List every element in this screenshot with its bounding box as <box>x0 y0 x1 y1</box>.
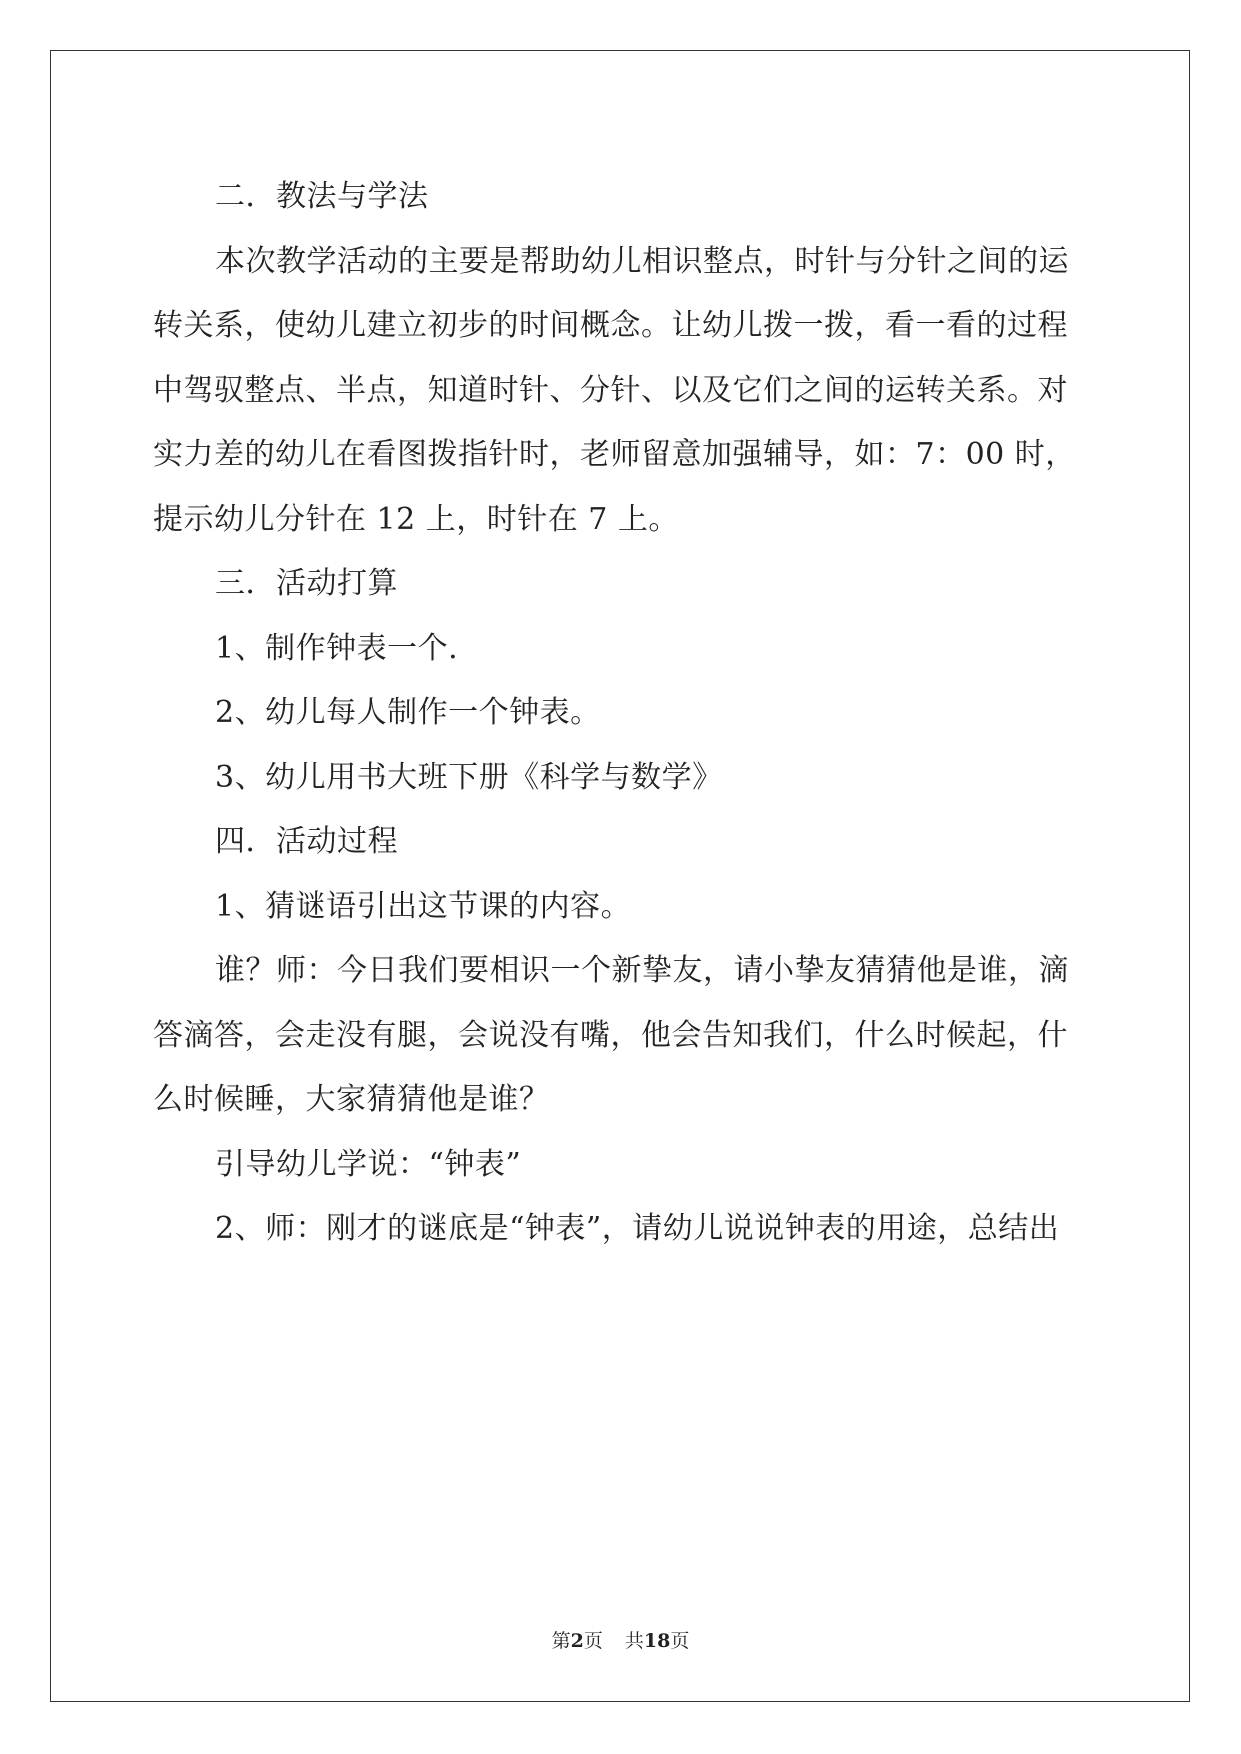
footer-page-prefix: 第 <box>551 1630 571 1652</box>
page-footer <box>0 1626 1241 1653</box>
list-item: 1、猜谜语引出这节课的内容。 <box>215 888 632 924</box>
footer-total-pages: 18 <box>643 1630 671 1652</box>
list-item: 2、幼儿每人制作一个钟表。 <box>215 695 601 730</box>
paragraph-line: 答滴答，会走没有腿，会说没有嘴，他会告知我们，什么时候起，什 <box>153 1017 1068 1053</box>
paragraph-line: 引导幼儿学说：“钟表” <box>215 1146 522 1182</box>
paragraph-line: 谁？师：今日我们要相识一个新挚友，请小挚友猜猜他是谁，滴 <box>215 953 1069 988</box>
list-item: 1、制作钟表一个. <box>215 630 459 666</box>
paragraph-line: 中驾驭整点、半点，知道时针、分针、以及它们之间的运转关系。对 <box>153 372 1068 408</box>
paragraph-line: 实力差的幼儿在看图拨指针时，老师留意加强辅导，如：7：00 时， <box>153 437 1076 472</box>
paragraph-line: 么时候睡，大家猜猜他是谁？ <box>153 1082 550 1117</box>
paragraph-line: 提示幼儿分针在 12 上，时针在 7 上。 <box>153 501 679 537</box>
list-item: 3、幼儿用书大班下册《科学与数学》 <box>215 759 723 795</box>
paragraph-line: 2、师：刚才的谜底是“钟表”，请幼儿说说钟表的用途，总结出 <box>215 1211 1060 1246</box>
section-heading-methods: 二．教法与学法 <box>215 179 429 214</box>
paragraph-line: 转关系，使幼儿建立初步的时间概念。让幼儿拨一拨，看一看的过程 <box>153 308 1068 343</box>
footer-total-suffix: 页 <box>670 1630 690 1652</box>
document-body <box>153 165 1093 1262</box>
footer-total-prefix: 共 <box>624 1630 644 1652</box>
footer-page-number: 2 <box>570 1630 584 1652</box>
paragraph-line: 本次教学活动的主要是帮助幼儿相识整点，时针与分针之间的运 <box>215 243 1069 279</box>
footer-page-suffix: 页 <box>583 1630 603 1652</box>
section-heading-preparation: 三．活动打算 <box>215 566 398 601</box>
section-heading-process: 四．活动过程 <box>215 824 398 859</box>
